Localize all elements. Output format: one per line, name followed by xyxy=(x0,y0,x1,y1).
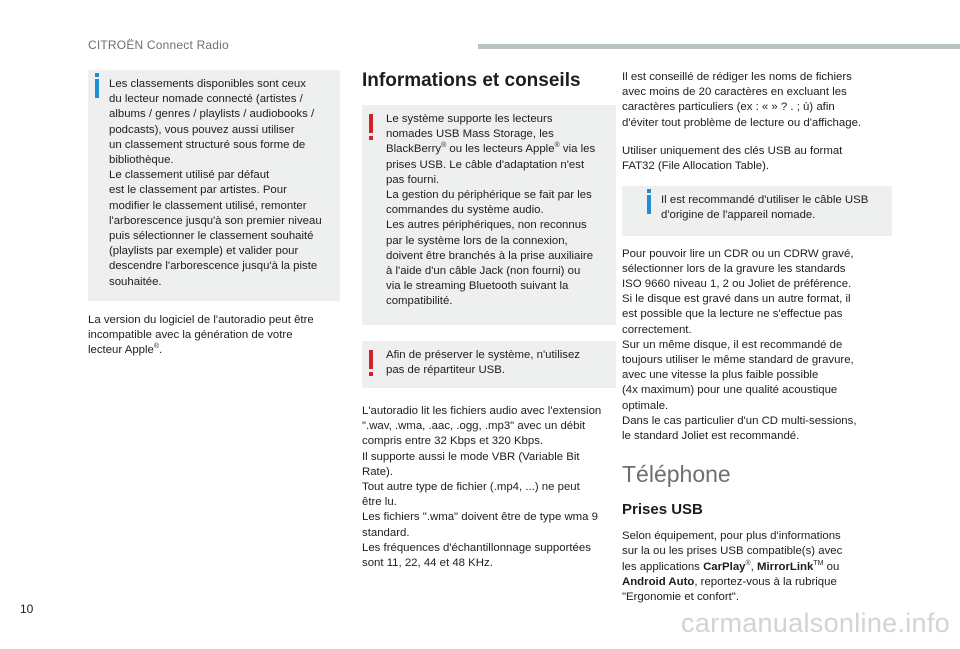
info-box-text: Il est recommandé d'utiliser le câble USB d'origine de l'appareil nomade. xyxy=(661,194,869,222)
subsection-title-prises-usb: Prises USB xyxy=(622,501,703,519)
warning-icon xyxy=(369,114,373,133)
info-icon xyxy=(95,79,99,98)
compatibility-paragraph: La version du logiciel de l'autoradio peut être incompatible avec la génération de votre lecteur Apple®. xyxy=(88,313,314,357)
info-box-classements xyxy=(88,70,340,301)
info-box-usb-cable xyxy=(622,186,892,235)
warning-box-repartiteur xyxy=(362,341,616,388)
column-1 xyxy=(88,70,340,358)
info-box-text: Les classements disponibles sont ceux du lecteur nomade connecté (artistes / albums / genres / playlists / audiobooks / podcasts), vous pouvez aussi utiliser un classement structuré sous forme de bibliothèque. Le classement utilisé par défaut est le classement par artistes. Pour modifier le classement utilisé, remonter l'arborescence jusqu'à son premier niveau puis sélectionner le classement souhaité (playlists par exemple) et valider pour descendre l'arborescence jusqu'à la piste souhaitée. xyxy=(109,78,322,288)
section-heading-informations: Informations et conseils xyxy=(362,70,581,91)
usb-format-paragraph: Utiliser uniquement des clés USB au format FAT32 (File Allocation Table). xyxy=(622,144,843,173)
info-icon xyxy=(647,195,651,214)
watermark: carmanualsonline.info xyxy=(681,608,950,638)
usb-ports-paragraph: Selon équipement, pour plus d'informations sur la ou les prises USB compatible(s) avec les applications CarPlay®, MirrorLink™ ou Android Auto, reportez-vous à la rubrique "Ergonomie et confort". xyxy=(622,530,843,604)
section-title-telephone: Téléphone xyxy=(622,461,731,488)
file-names-paragraph: Il est conseillé de rédiger les noms de fichiers avec moins de 20 caractères en excluant les caractères particuliers (ex : « » ? . ; ù) afin d'éviter tout problème de lecture ou d'affichage. xyxy=(622,71,862,129)
header-bar xyxy=(478,44,960,49)
audio-formats-paragraph: L'autoradio lit les fichiers audio avec l'extension ".wav, .wma, .aac, .ogg, .mp3" avec un débit compris entre 32 Kbps et 320 Kbps. Il supporte aussi le mode VBR (Variable Bit Rate). Tout autre type de fichier (.mp4, ...) ne peut être lu. Les fichiers ".wma" doivent être de type wma 9 standard. Les fréquences d'échantillonnage supportées sont 11, 22, 44 et 48 KHz. xyxy=(362,405,602,570)
warning-icon xyxy=(369,350,373,369)
warning-box-usb-support xyxy=(362,105,616,325)
column-2 xyxy=(362,70,616,571)
page-number: 10 xyxy=(20,602,34,616)
warning-box-text: Le système supporte les lecteurs nomades USB Mass Storage, les BlackBerry® ou les lecteurs Apple® via les prises USB. Le câble d'adaptation n'est pas fourni. La gestion du périphérique se fait par les commandes du système audio. Les autres périphériques, non reconnus par le système lors de la connexion, doivent être branchés à la prise auxiliaire à l'aide d'un câble Jack (non fourni) ou via le streaming Bluetooth suivant la compatibilité. xyxy=(386,113,596,308)
column-3 xyxy=(622,70,892,605)
warning-box-text: Afin de préserver le système, n'utilisez pas de répartiteur USB. xyxy=(386,348,580,376)
cd-burning-paragraph: Pour pouvoir lire un CDR ou un CDRW gravé, sélectionner lors de la gravure les standards ISO 9660 niveau 1, 2 ou Joliet de préférence. Si le disque est gravé dans un autre format, il est possible que la lecture ne s'effectue pas correctement. Sur un même disque, il est recommandé de toujours utiliser le même standard de gravure, avec une vitesse la plus faible possible (4x maximum) pour une qualité acoustique optimale. Dans le cas particulier d'un CD multi-sessions, le standard Joliet est recommandé. xyxy=(622,247,857,443)
header-title: CITROËN Connect Radio xyxy=(88,38,229,52)
